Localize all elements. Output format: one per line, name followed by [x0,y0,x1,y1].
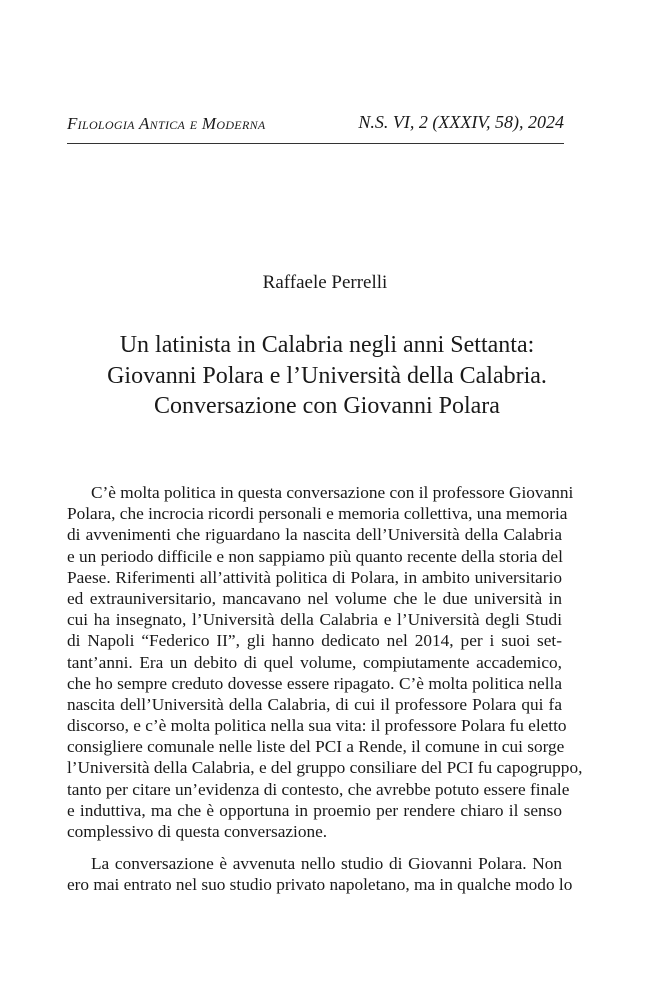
text-line: di Napoli “Federico II”, gli hanno dedicato nel 2014, per i suoi set- [67,631,562,651]
text-line: Polara, che incrocia ricordi personali e memoria collettiva, una memoria [67,504,568,524]
running-header [67,112,564,140]
text-line: discorso, e c’è molta politica nella sua vita: il professore Polara fu eletto [67,716,567,736]
paragraph-1 [67,482,583,842]
text-line: ed extrauniversitario, mancavano nel volume che le due università in [67,588,562,608]
text-line: e un periodo difficile e non sappiamo più quanto recente della storia del [67,546,563,566]
title-line: Un latinista in Calabria negli anni Settanta: [119,332,535,358]
journal-title: Filologia Antica e Moderna [67,114,266,133]
text-line: tant’anni. Era un debito di quel volume, compiutamente accademico, [67,652,562,672]
paragraph-2 [67,853,573,895]
text-line: Paese. Riferimenti all’attività politica di Polara, in ambito universitario [67,567,562,587]
text-line: consigliere comunale nelle liste del PCI a Rende, il comune in cui sorge [67,737,565,757]
text-line: La conversazione è avvenuta nello studio di Giovanni Polara. Non [91,854,562,873]
header-rule [67,143,564,144]
text-line: ero mai entrato nel suo studio privato napoletano, ma in qualche modo lo [67,875,573,895]
text-line: cui ha insegnato, l’Università della Calabria e l’Università degli Studi [67,610,562,630]
title-line: Giovanni Polara e l’Università della Calabria. [107,362,547,389]
text-line: l’Università della Calabria, e del gruppo consiliare del PCI fu capogruppo, [67,758,583,778]
article-author: Raffaele Perrelli [262,272,388,293]
article-title [67,330,587,422]
text-line: complessivo di questa conversazione. [67,822,328,841]
text-line: di avvenimenti che riguardano la nascita dell’Università della Calabria [67,525,562,545]
text-line: nascita dell’Università della Calabria, di cui il professore Polara qui fa [67,694,562,714]
text-line: e induttiva, ma che è opportuna in proemio per rendere chiaro il senso [67,800,562,820]
issue-info: N.S. VI, 2 (XXXIV, 58), 2024 [358,112,564,132]
text-line: che ho sempre creduto dovesse essere ripagato. C’è molta politica nella [67,673,562,693]
text-line: tanto per citare un’evidenza di contesto, che avrebbe potuto essere finale [67,779,570,799]
text-line: C’è molta politica in questa conversazione con il professore Giovanni [91,483,574,502]
title-line: Conversazione con Giovanni Polara [154,393,500,419]
